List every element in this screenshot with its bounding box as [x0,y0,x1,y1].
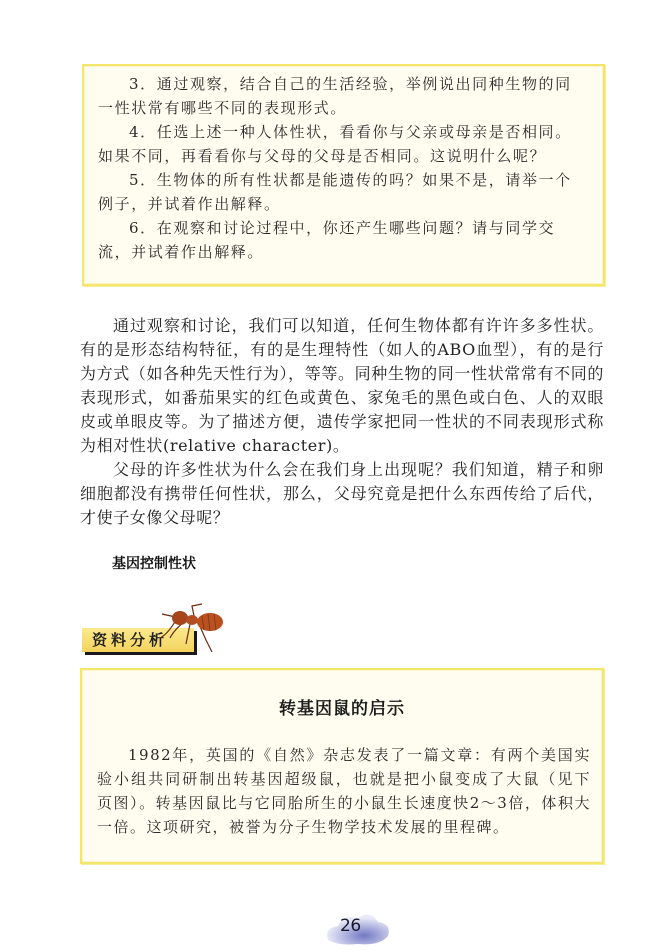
page-number: 26 [340,916,361,936]
question-6: 6．在观察和讨论过程中，你还产生哪些问题？请与同学交流，并试着作出解释。 [98,219,556,261]
page-number-badge [318,902,398,948]
question-4: 4．任选上述一种人体性状，看看你与父亲或母亲是否相同。如果不同，再看看你与父母的父母是否相同。这说明什么呢？ [98,123,572,165]
question-5: 5．生物体的所有性状都是能遗传的吗？如果不是，请举一个例子，并试着作出解释。 [98,171,572,213]
data-analysis-title: 转基因鼠的启示 [279,699,405,719]
data-analysis-box [80,668,604,864]
ant-icon [150,600,235,660]
question-3: 3．通过观察，结合自己的生活经验，举例说出同种生物的同一性状常有哪些不同的表现形式。 [98,75,572,117]
discussion-box [82,64,605,286]
data-analysis-label: 资料分析 [82,628,194,652]
body-paragraph-inheritance: 父母的许多性状为什么会在我们身上出现呢？我们知道，精子和卵细胞都没有携带任何性状，那么，父母究竟是把什么东西传给了后代，才使子女像父母呢？ [80,460,604,527]
data-analysis-text: 1982年，英国的《自然》杂志发表了一篇文章：有两个美国实验小组共同研制出转基因超级鼠，也就是把小鼠变成了大鼠（见下页图）。转基因鼠比与它同胎所生的小鼠生长速度快2～3倍，体积大一倍。这项研究，被誉为分子生物学技术发展的里程碑。 [97,746,591,836]
section-heading: 基因控制性状 [112,556,196,572]
body-paragraph-traits: 通过观察和讨论，我们可以知道，任何生物体都有许许多多性状。有的是形态结构特征，有的是生理特性（如人的ABO血型），有的是行为方式（如各种先天性行为），等等。同种生物的同一性状常常有不同的表现形式，如番茄果实的红色或黄色、家兔毛的黑色或白色、人的双眼皮或单眼皮等。为了描述方便，遗传学家把同一性状的不同表现形式称为相对性状(relative character)。 [80,316,604,455]
